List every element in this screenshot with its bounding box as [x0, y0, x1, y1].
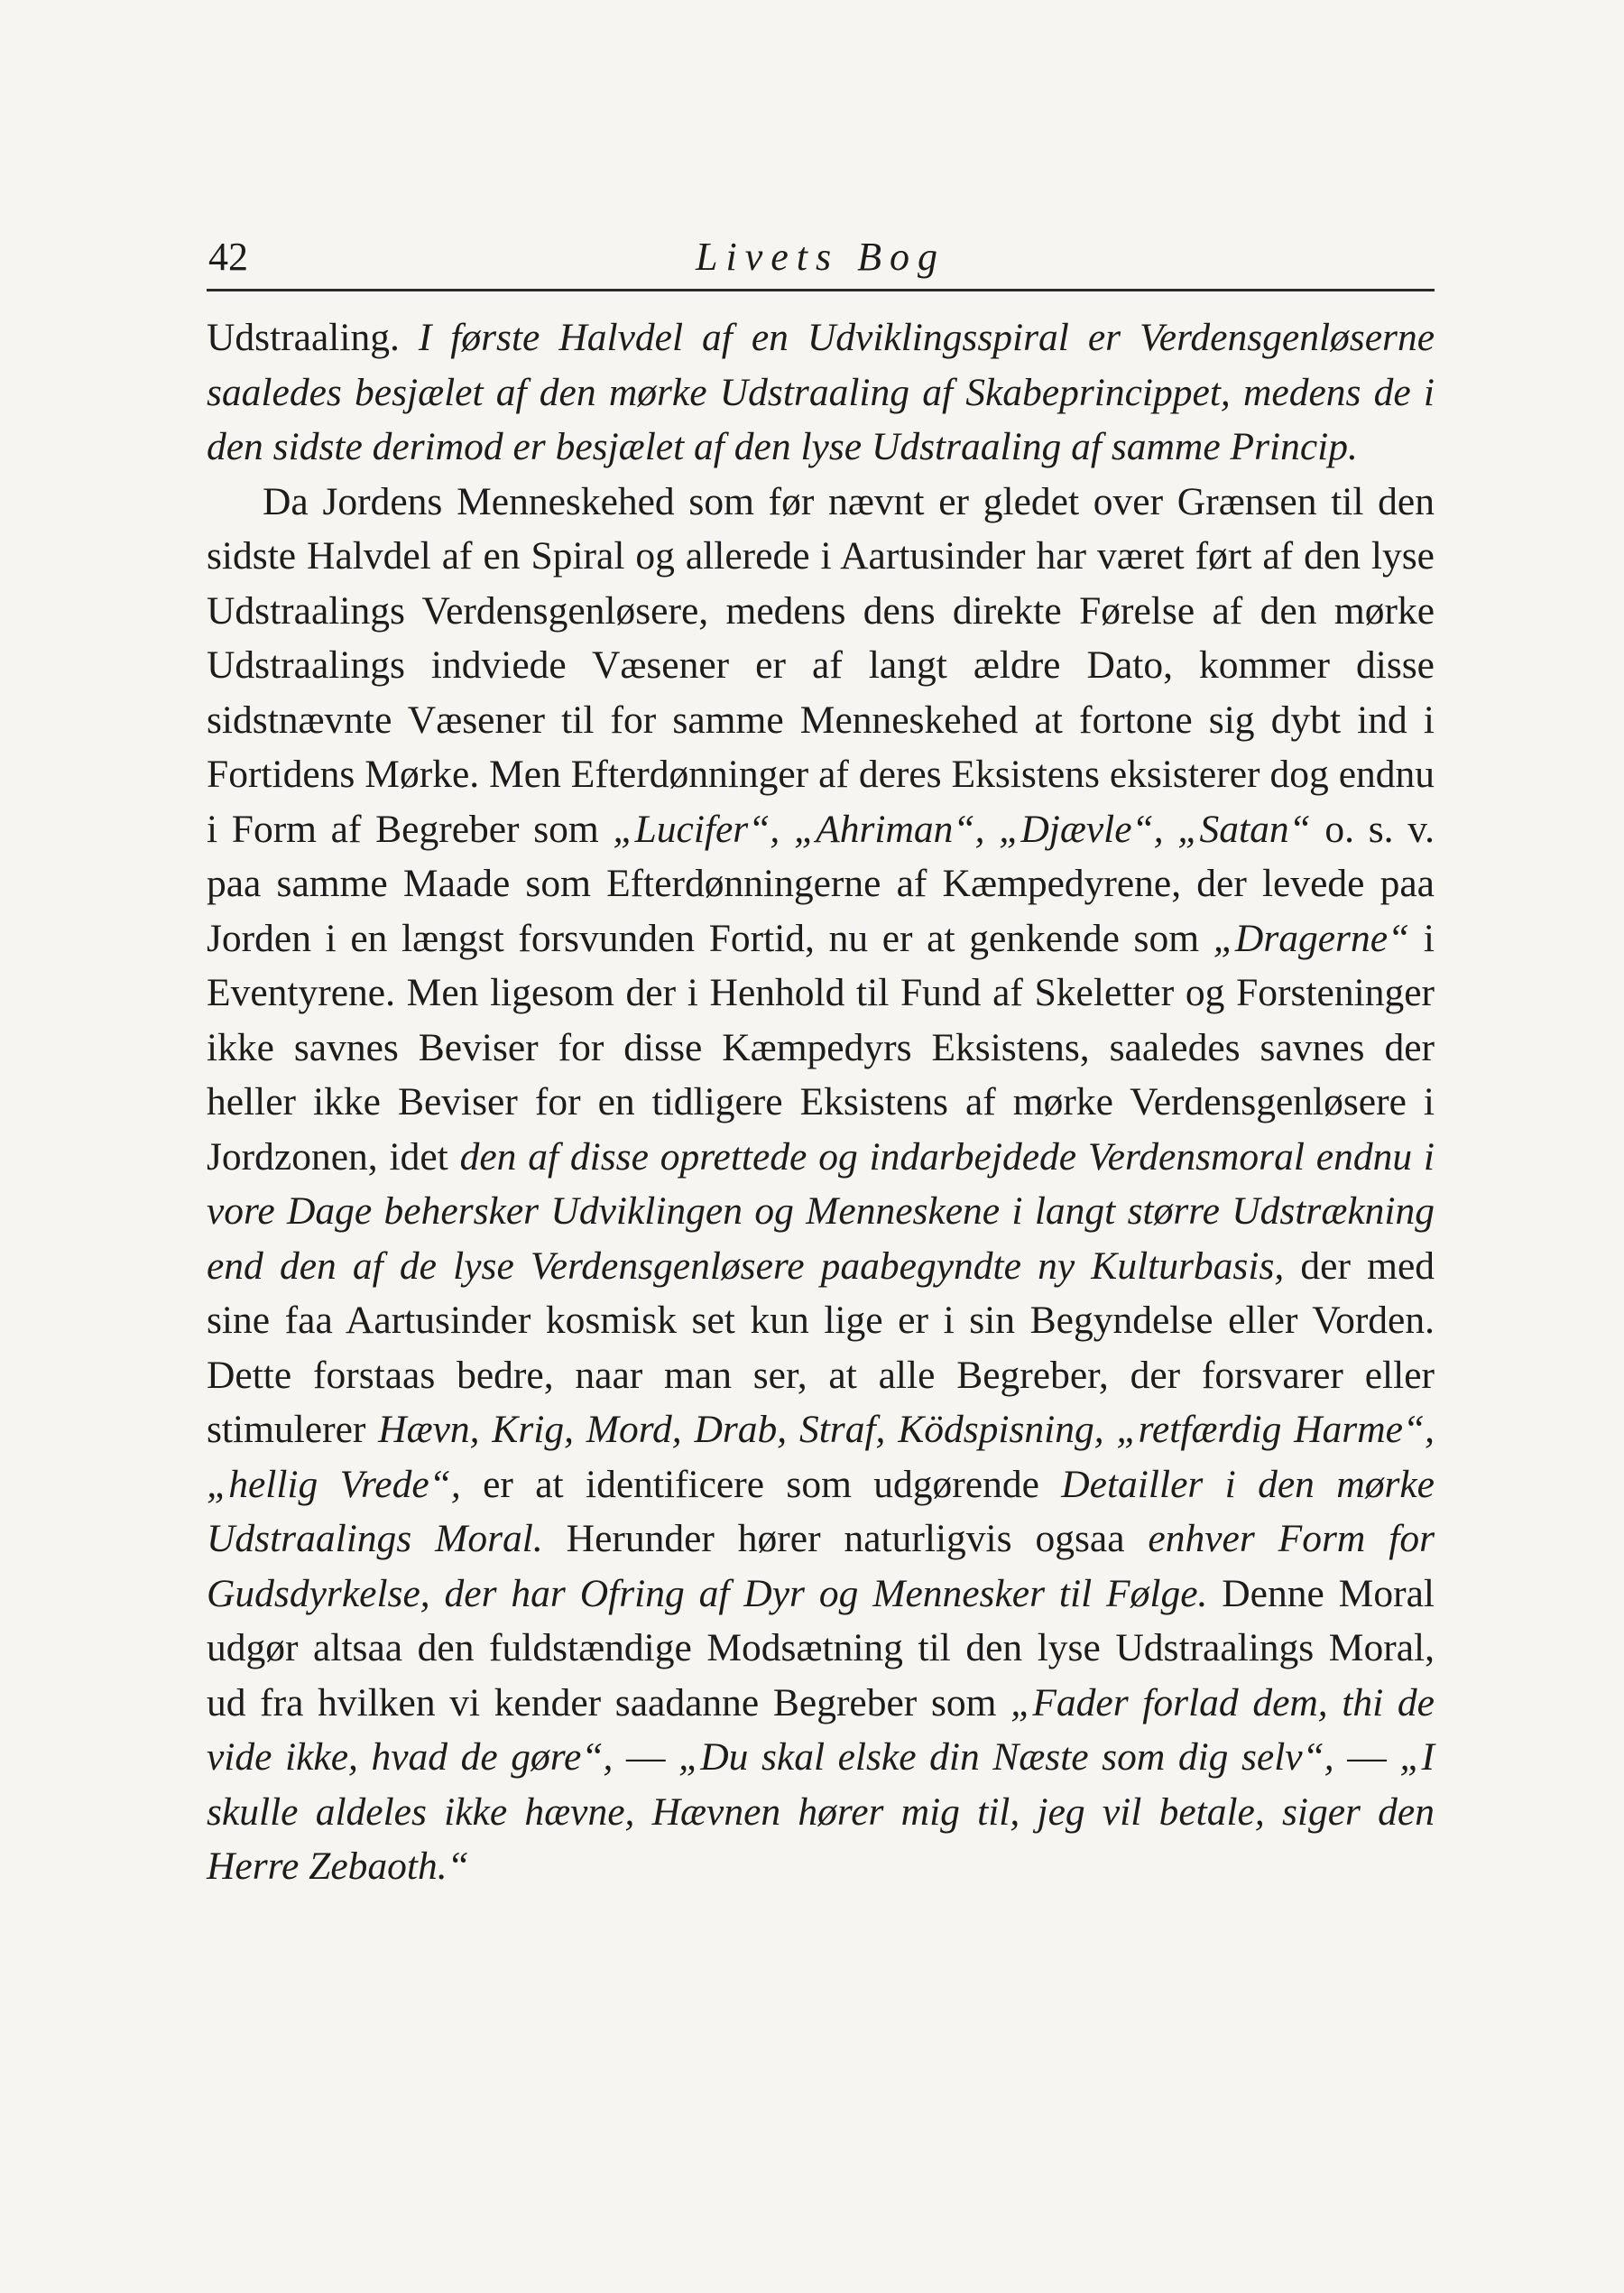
text-span: i Eventyrene. Men ligesom der i Henhold til Fund af Skeletter og Forsteninger ikke savnes Beviser for disse Kæmpedyrs Eksistens, saaledes savnes der heller ikke Beviser for en tidligere Eksistens af mørke Verdensgenløsere i Jordzonen, idet	[207, 916, 1435, 1179]
italic-text-span: den af disse oprettede og indarbejdede Verdensmoral endnu i vore Dage behersker Udviklingen og Menneskene i langt større Udstrækning end den af de lyse Verdensgenløsere paabegyndte ny Kulturbasis,	[207, 1134, 1435, 1288]
italic-text-span: „Du skal elske din Næste som dig selv“,	[678, 1735, 1334, 1779]
text-span: Udstraaling.	[207, 316, 419, 359]
italic-text-span: „I skulle aldeles ikke hævne, Hævnen hører mig til, jeg vil betale, siger den Herre Zebaoth.“	[207, 1735, 1435, 1888]
italic-text-span: enhver Form for Gudsdyrkelse, der har Ofring af Dyr og Mennesker til Følge.	[207, 1517, 1435, 1615]
text-span: der med sine faa Aartusinder kosmisk set kun lige er i sin Begyndelse eller Vorden. Dette forstaas bedre, naar man ser, at alle Begreber, der forsvarer eller stimulerer	[207, 1244, 1435, 1451]
italic-text-span: I første Halvdel af en Udviklingsspiral er Verdensgenløserne saaledes besjælet af den mørke Udstraaling af Skabeprincippet, medens de i den sidste derimod er besjælet af den lyse Udstraaling af samme Princip.	[207, 316, 1435, 468]
text-span: er at identificere som udgørende	[460, 1462, 1062, 1506]
italic-text-span: Detailler i den mørke Udstraalings Moral.	[207, 1462, 1435, 1560]
text-span: —	[613, 1735, 679, 1779]
italic-text-span: „Dragerne“	[1213, 916, 1410, 960]
text-span: Herunder hører naturligvis ogsaa	[542, 1517, 1149, 1560]
italic-text-span: „Lucifer“, „Ahriman“, „Djævle“, „Satan“	[613, 807, 1311, 851]
text-span: o. s. v. paa samme Maade som Efterdønningerne af Kæmpedyrene, der levede paa Jorden i en længst forsvunden Fortid, nu er at genkende som	[207, 807, 1435, 960]
text-span: Denne Moral udgør altsaa den fuldstændige Modsætning til den lyse Udstraalings Moral, ud fra hvilken vi kender saadanne Begreber som	[207, 1571, 1435, 1724]
text-span: Da Jordens Menneskehed som før nævnt er gledet over Grænsen til den sidste Halvdel af en Spiral og allerede i Aartusinder har været ført af den lyse Udstraalings Verdensgenløsere, medens dens direkte Førelse af den mørke Udstraalings indviede Væsener er af langt ældre Dato, kommer disse sidstnævnte Væsener til for samme Menneskehed at fortone sig dybt ind i Fortidens Mørke. Men Efterdønninger af deres Eksistens eksisterer dog endnu i Form af Begreber som	[207, 479, 1435, 851]
page-number: 42	[208, 235, 248, 279]
italic-text-span: Hævn, Krig, Mord, Drab, Straf, Ködspisning, „retfærdig Harme“, „hellig Vrede“,	[207, 1408, 1435, 1506]
running-title: Livets Bog	[696, 235, 946, 279]
page-header	[207, 230, 1435, 288]
italic-text-span: „Fader forlad dem, thi de vide ikke, hvad de gøre“,	[207, 1680, 1435, 1779]
text-span: —	[1333, 1735, 1400, 1779]
header-rule	[207, 289, 1435, 291]
paragraph	[207, 310, 1435, 475]
paragraph	[207, 475, 1435, 1894]
body-text	[207, 310, 1435, 1894]
